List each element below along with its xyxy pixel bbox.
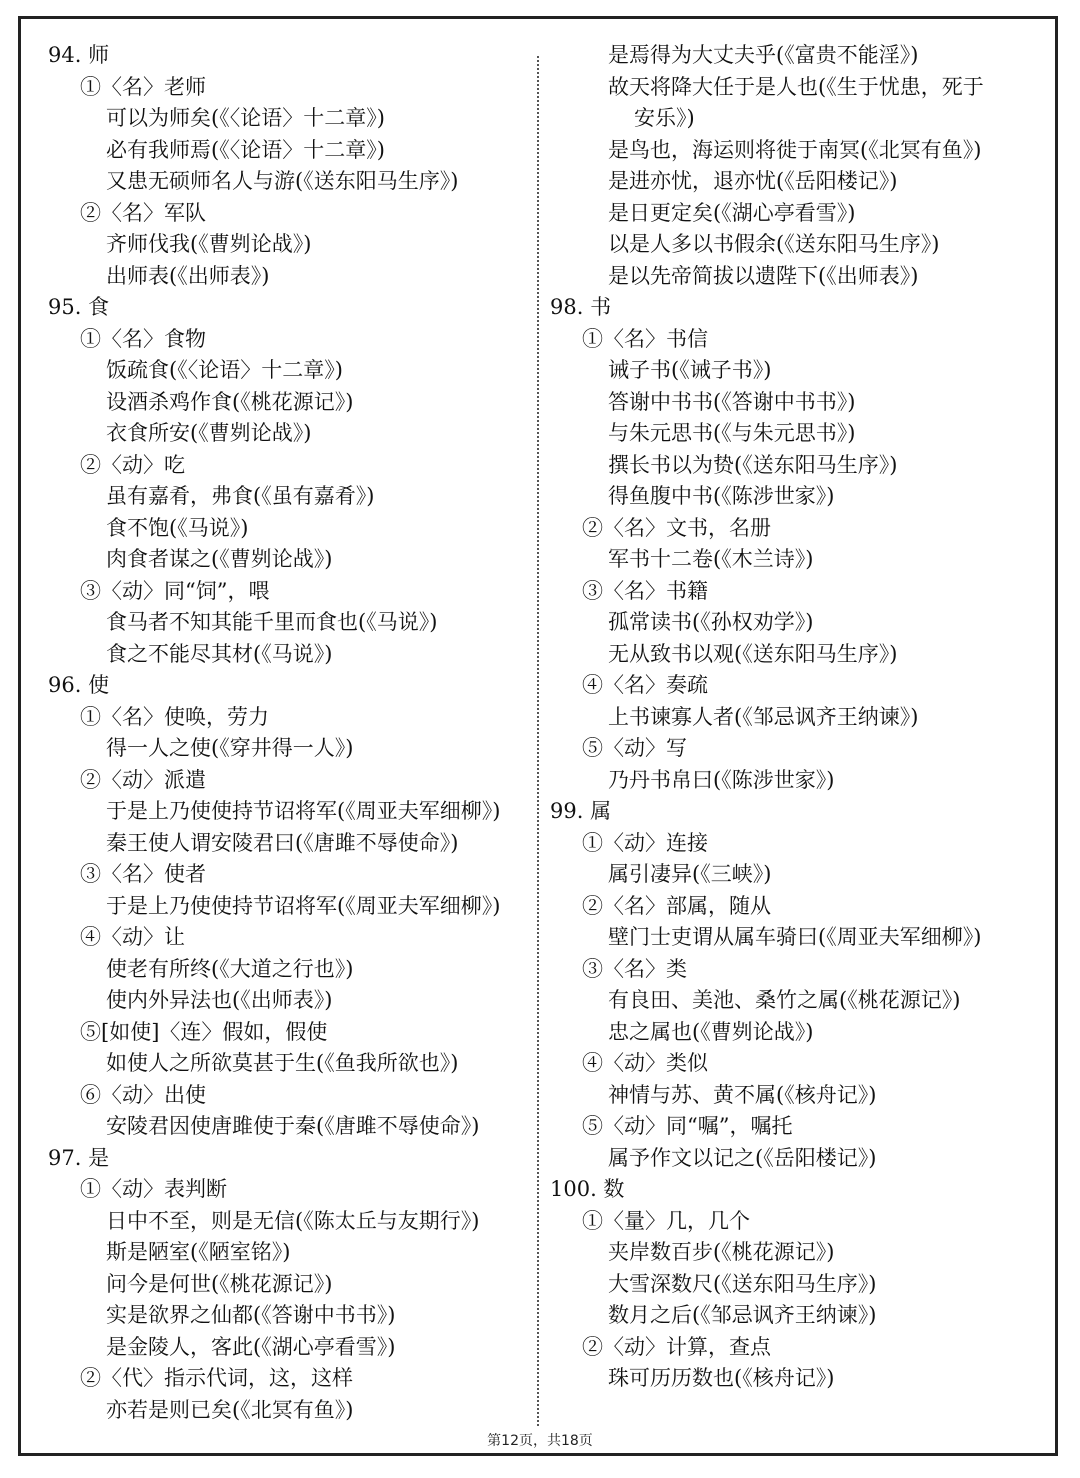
example-line: 虽有嘉肴，弗食(《虽有嘉肴》) <box>106 484 375 508</box>
sense-line: ①〈动〉连接 <box>582 830 708 855</box>
example-line: 是焉得为大丈夫乎(《富贵不能淫》) <box>608 43 919 67</box>
example-line: 答谢中书书(《答谢中书书》) <box>608 389 856 414</box>
sense-line: ②〈名〉文书，名册 <box>582 515 771 540</box>
sense-line: ④〈动〉让 <box>80 925 185 949</box>
example-line: 于是上乃使使持节诏将军(《周亚夫军细柳》) <box>106 893 501 918</box>
sense-line: ②〈动〉吃 <box>80 452 185 477</box>
example-line: 得一人之使(《穿井得一人》) <box>106 736 354 760</box>
example-line: 饭疏食(《〈论语〉十二章》) <box>106 358 343 382</box>
example-line: 于是上乃使使持节诏将军(《周亚夫军细柳》) <box>106 799 501 823</box>
column-divider <box>537 56 539 1426</box>
sense-line: ②〈名〉军队 <box>80 200 206 225</box>
sense-line: ④〈名〉奏疏 <box>582 673 708 697</box>
entry-heading: 94. 师 <box>48 43 110 67</box>
entry-heading: 99. 属 <box>550 799 612 823</box>
example-line: 撰长书以为贽(《送东阳马生序》) <box>608 452 898 477</box>
example-line: 夹岸数百步(《桃花源记》) <box>608 1240 835 1264</box>
example-line: 安乐》) <box>634 106 695 130</box>
example-line: 大雪深数尺(《送东阳马生序》) <box>608 1271 877 1296</box>
example-line: 与朱元思书(《与朱元思书》) <box>608 421 856 445</box>
example-line: 忠之属也(《曹刿论战》) <box>608 1019 814 1044</box>
right-column <box>550 40 1040 1395</box>
sense-line: ⑥〈动〉出使 <box>80 1082 206 1107</box>
entry-heading: 95. 食 <box>48 295 110 319</box>
sense-line: ①〈量〉几，几个 <box>582 1208 750 1233</box>
sense-line: ①〈名〉食物 <box>80 326 206 351</box>
sense-line: ⑤〈动〉同“嘱”，嘱托 <box>582 1114 793 1138</box>
sense-line: ②〈名〉部属，随从 <box>582 893 771 918</box>
example-line: 实是欲界之仙都(《答谢中书书》) <box>106 1303 396 1327</box>
example-line: 是以先帝简拔以遗陛下(《出师表》) <box>608 263 919 288</box>
example-line: 是进亦忧，退亦忧(《岳阳楼记》) <box>608 169 898 193</box>
example-line: 数月之后(《邹忌讽齐王纳谏》) <box>608 1303 877 1327</box>
example-line: 亦若是则已矣(《北冥有鱼》) <box>106 1397 354 1422</box>
entry-heading: 100. 数 <box>550 1177 625 1201</box>
example-line: 有良田、美池、桑竹之属(《桃花源记》) <box>608 988 961 1012</box>
example-line: 神情与苏、黄不属(《核舟记》) <box>608 1082 877 1107</box>
example-line: 可以为师矣(《〈论语〉十二章》) <box>106 106 385 130</box>
example-line: 是金陵人，客此(《湖心亭看雪》) <box>106 1334 396 1359</box>
example-line: 必有我师焉(《〈论语〉十二章》) <box>106 137 385 162</box>
sense-line: ①〈名〉书信 <box>582 326 708 351</box>
example-line: 乃丹书帛曰(《陈涉世家》) <box>608 767 835 792</box>
sense-line: ②〈代〉指示代词，这，这样 <box>80 1366 353 1390</box>
sense-line: ①〈动〉表判断 <box>80 1177 227 1201</box>
sense-line: ②〈动〉派遣 <box>80 767 206 792</box>
example-line: 齐师伐我(《曹刿论战》) <box>106 232 312 256</box>
example-line: 孤常读书(《孙权劝学》) <box>608 610 814 634</box>
example-line: 得鱼腹中书(《陈涉世家》) <box>608 484 835 508</box>
example-line: 壁门士吏谓从属车骑曰(《周亚夫军细柳》) <box>608 925 982 949</box>
example-line: 出师表(《出师表》) <box>106 263 270 288</box>
example-line: 是日更定矣(《湖心亭看雪》) <box>608 200 856 225</box>
sense-line: ③〈名〉使者 <box>80 862 206 886</box>
example-line: 秦王使人谓安陵君曰(《唐雎不辱使命》) <box>106 830 459 855</box>
entry-heading: 96. 使 <box>48 673 110 697</box>
example-line: 日中不至，则是无信(《陈太丘与友期行》) <box>106 1208 480 1233</box>
example-line: 属引凄异(《三峡》) <box>608 862 772 886</box>
example-line: 问今是何世(《桃花源记》) <box>106 1271 333 1296</box>
example-line: 设酒杀鸡作食(《桃花源记》) <box>106 389 354 414</box>
example-line: 食马者不知其能千里而食也(《马说》) <box>106 610 438 634</box>
sense-line: ③〈名〉类 <box>582 956 687 981</box>
example-line: 属予作文以记之(《岳阳楼记》) <box>608 1145 877 1170</box>
example-line: 军书十二卷(《木兰诗》) <box>608 547 814 571</box>
example-line: 无从致书以观(《送东阳马生序》) <box>608 641 898 666</box>
example-line: 如使人之所欲莫甚于生(《鱼我所欲也》) <box>106 1051 459 1075</box>
example-line: 肉食者谋之(《曹刿论战》) <box>106 547 333 571</box>
example-line: 故天将降大任于是人也(《生于忧患，死于 <box>608 74 984 99</box>
example-line: 诫子书(《诫子书》) <box>608 358 772 382</box>
example-line: 食不饱(《马说》) <box>106 515 249 540</box>
example-line: 使内外异法也(《出师表》) <box>106 988 333 1012</box>
sense-line: ②〈动〉计算，查点 <box>582 1334 771 1359</box>
example-line: 食之不能尽其材(《马说》) <box>106 641 333 666</box>
sense-line: ⑤〈动〉写 <box>582 736 687 760</box>
sense-line: ③〈动〉同“饲”，喂 <box>80 578 270 603</box>
sense-line: ⑤[如使]〈连〉假如，假使 <box>80 1019 328 1044</box>
left-column <box>48 40 528 1426</box>
example-line: 上书谏寡人者(《邹忌讽齐王纳谏》) <box>608 704 919 729</box>
sense-line: ①〈名〉使唤，劳力 <box>80 704 269 729</box>
example-line: 珠可历历数也(《核舟记》) <box>608 1366 835 1390</box>
page-footer: 第12页，共18页 <box>487 1433 593 1449</box>
entry-heading: 98. 书 <box>550 295 612 319</box>
sense-line: ④〈动〉类似 <box>582 1051 708 1075</box>
sense-line: ③〈名〉书籍 <box>582 578 708 603</box>
example-line: 安陵君因使唐雎使于秦(《唐雎不辱使命》) <box>106 1114 480 1138</box>
sense-line: ①〈名〉老师 <box>80 74 206 99</box>
example-line: 使老有所终(《大道之行也》) <box>106 956 354 981</box>
example-line: 又患无硕师名人与游(《送东阳马生序》) <box>106 169 459 193</box>
entry-heading: 97. 是 <box>48 1145 110 1170</box>
example-line: 斯是陋室(《陋室铭》) <box>106 1240 291 1264</box>
example-line: 以是人多以书假余(《送东阳马生序》) <box>608 232 940 256</box>
example-line: 是鸟也，海运则将徙于南冥(《北冥有鱼》) <box>608 137 982 162</box>
example-line: 衣食所安(《曹刿论战》) <box>106 421 312 445</box>
